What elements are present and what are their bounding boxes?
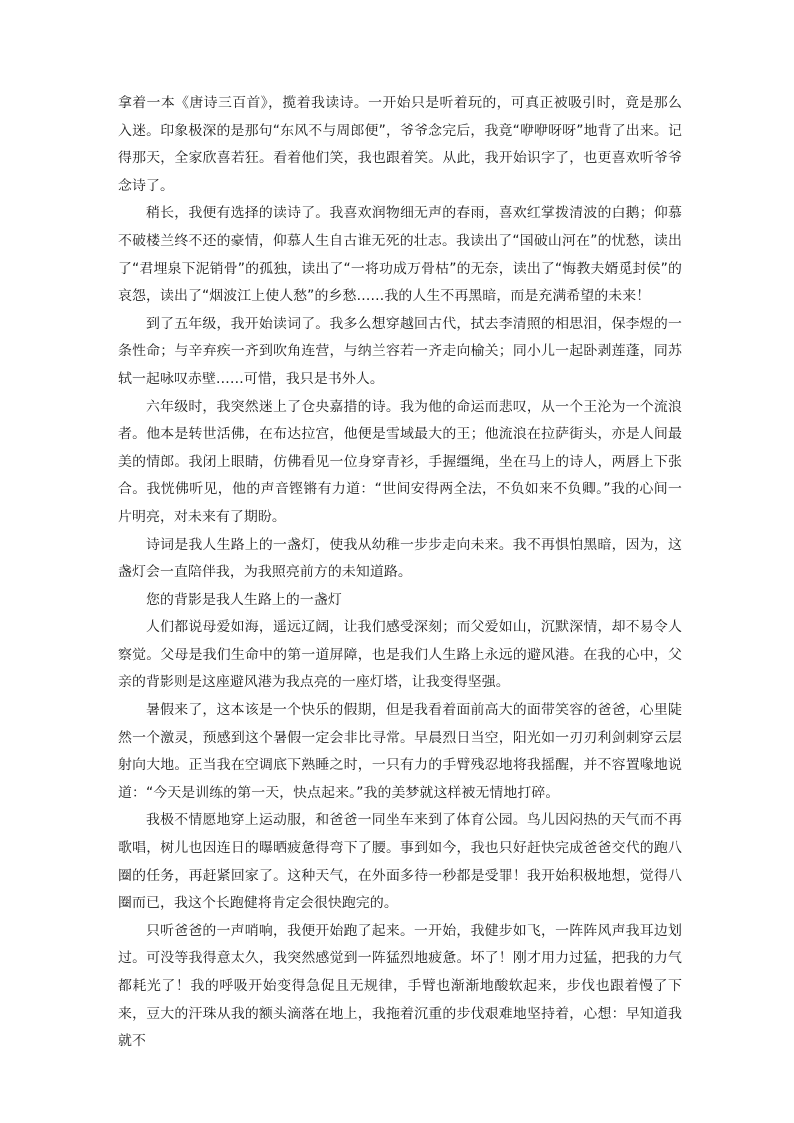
paragraph-4: 六年级时，我突然迷上了仓央嘉措的诗。我为他的命运而悲叹，从一个王沦为一个流浪者。他本是转世活佛，在布达拉宫，他便是雪域最大的王；他流浪在拉萨街头，亦是人间最美的情郎。我闭上眼睛，仿佛看见一位身穿青衫，手握缰绳，坐在马上的诗人，两唇上下张合。我恍佛听见，他的声音铿锵有力道：“世间安得两全法，不负如来不负卿。”我的心间一片明亮，对未来有了期盼。 [118,398,682,525]
paragraph-9: 只听爸爸的一声哨响，我便开始跑了起来。一开始，我健步如飞，一阵阵风声我耳边划过。可没等我得意太久，我突然感觉到一阵猛烈地疲惫。坏了！刚才用力过猛，把我的力气都耗光了！我的呼吸开始变得急促且无规律，手臂也渐渐地酸软起来，步伐也跟着慢了下来，豆大的汗珠从我的额头滴落在地上，我拖着沉重的步伐艰难地坚持着，心想：早知道我就不 [118,922,682,1050]
paragraph-1: 拿着一本《唐诗三百首》，揽着我读诗。一开始只是听着玩的，可真正被吸引时，竟是那么入迷。印象极深的是那句“东风不与周郎便”，爷爷念完后，我竟“咿咿呀呀”地背了出来。记得那天，全家欣喜若狂。看着他们笑，我也跟着笑。从此，我开始识字了，也更喜欢听爷爷念诗了。 [118,95,682,194]
paragraph-5: 诗词是我人生路上的一盏灯，使我从幼稚一步步走向未来。我不再惧怕黑暗，因为，这盏灯会一直陪伴我，为我照亮前方的未知道路。 [118,536,682,581]
paragraph-6: 人们都说母爱如海，遥远辽阔，让我们感受深刻；而父爱如山，沉默深情，却不易令人察觉。父母是我们生命中的第一道屏障，也是我们人生路上永远的避风港。在我的心中，父亲的背影则是这座避风港为我点亮的一座灯塔，让我变得坚强。 [118,619,682,691]
paragraph-2: 稍长，我便有选择的读诗了。我喜欢润物细无声的春雨，喜欢红掌拨清波的白鹅；仰慕不破楼兰终不还的豪情，仰慕人生自古谁无死的壮志。我读出了“国破山河在”的忧愁，读出了“君埋泉下泥销骨”的孤独，读出了“一将功成万骨枯”的无奈，读出了“悔教夫婿觅封侯”的哀怨，读出了“烟波江上使人愁”的乡愁……我的人生不再黑暗，而是充满希望的未来！ [118,205,682,305]
paragraph-7: 暑假来了，这本该是一个快乐的假期，但是我看着面前高大的面带笑容的爸爸，心里陡然一个激灵，预感到这个暑假一定会非比寻常。早晨烈日当空，阳光如一刃刃利剑刺穿云层射向大地。正当我在空调底下熟睡之时，一只有力的手臂残忍地将我摇醒，并不容置喙地说道：“今天是训练的第一天，快点起来。”我的美梦就这样被无情地打碎。 [118,702,682,801]
essay-title: 您的背影是我人生路上的一盏灯 [146,591,342,608]
paragraph-3: 到了五年级，我开始读词了。我多么想穿越回古代，拭去李清照的相思泪，保李煜的一条性命；与辛弃疾一齐到吹角连营，与纳兰容若一齐走向榆关；同小儿一起卧剥莲蓬，同苏轼一起咏叹赤壁……可惜，我只是书外人。 [118,315,682,387]
paragraph-8: 我极不情愿地穿上运动服，和爸爸一同坐车来到了体育公园。鸟儿因闷热的天气而不再歌唱，树儿也因连日的曝晒疲惫得弯下了腰。事到如今，我也只好赶快完成爸爸交代的跑八圈的任务，再赶紧回家了。这种天气，在外面多待一秒都是受罪！我开始积极地想，觉得八圈而已，我这个长跑健将肯定会很快跑完的。 [118,812,682,912]
